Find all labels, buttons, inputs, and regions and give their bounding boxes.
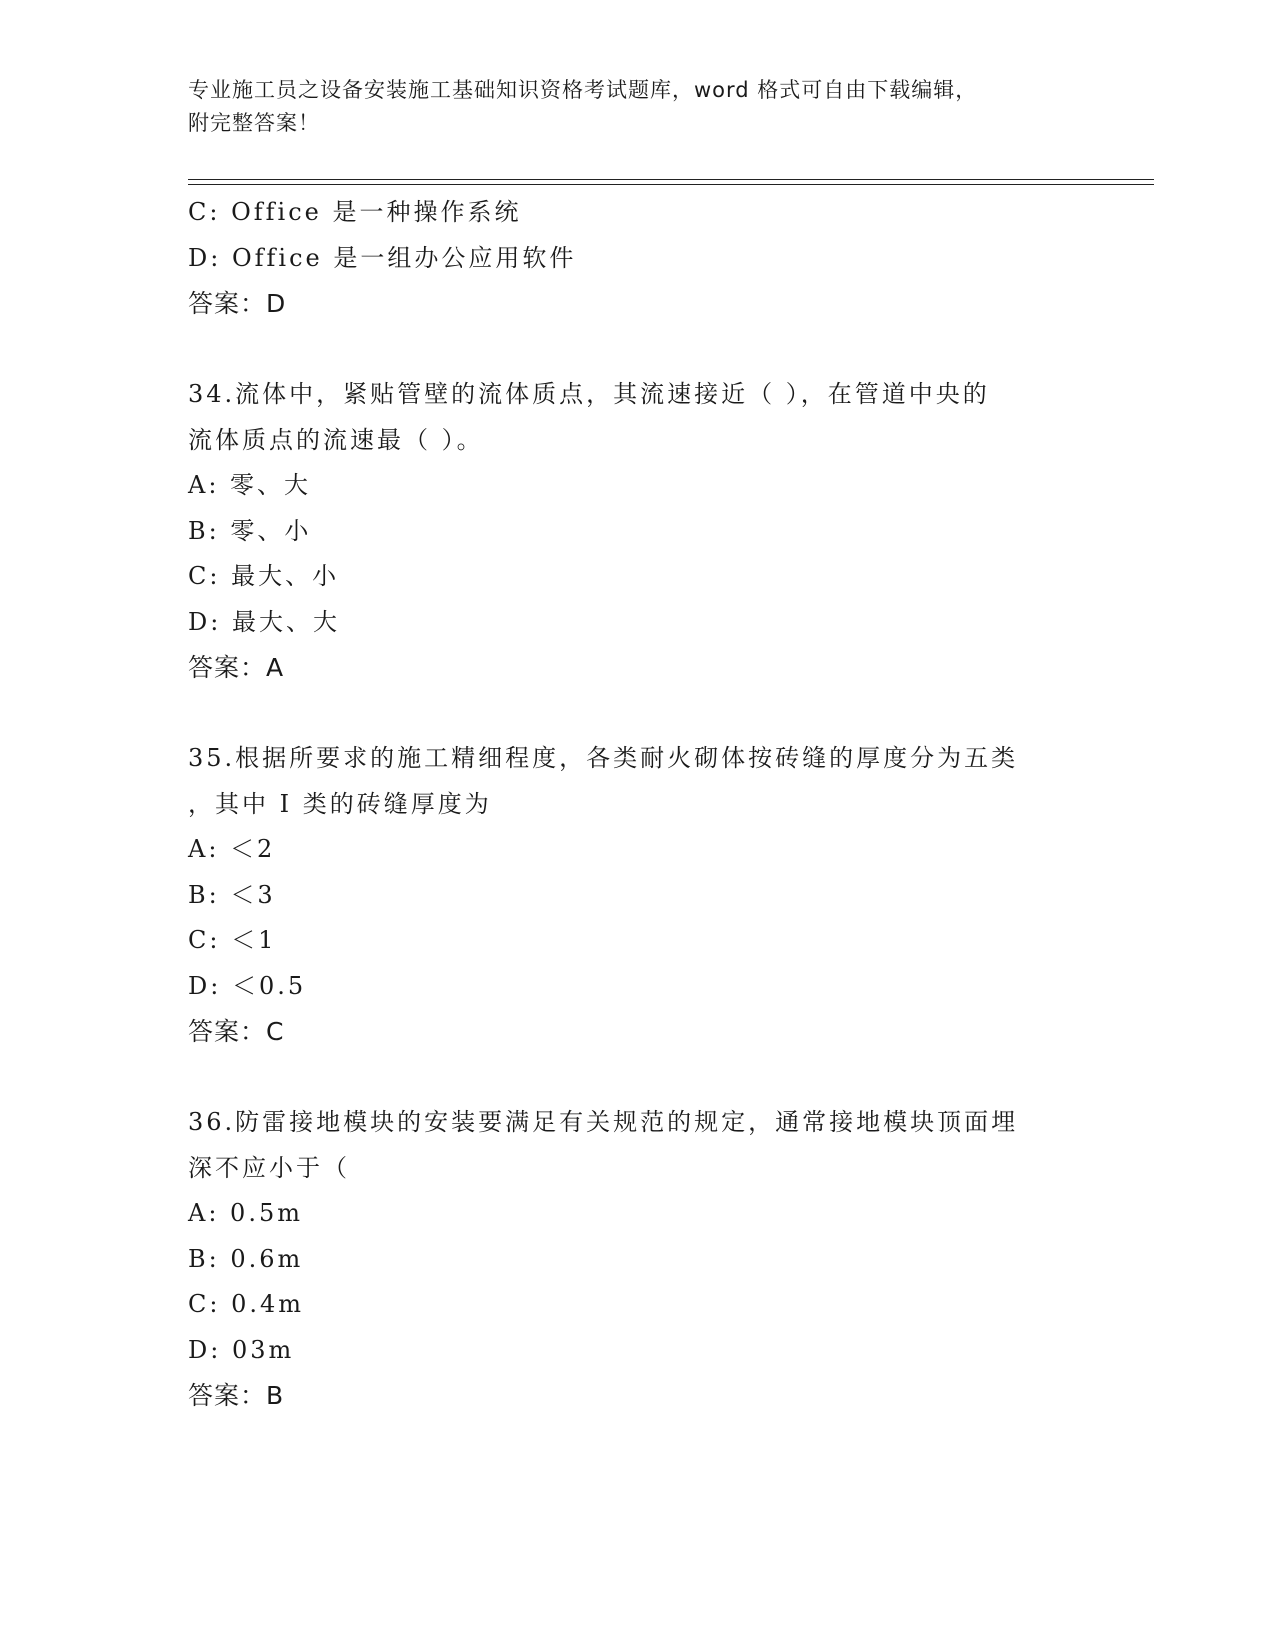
question-stem-line-2: 流体质点的流速最（ ）。	[188, 425, 484, 454]
option-d: D: ＜0.5	[188, 971, 307, 1000]
spacer	[188, 1055, 1088, 1101]
spacer	[188, 691, 1088, 737]
question-stem-line-1: 36.防雷接地模块的安装要满足有关规范的规定，通常接地模块顶面埋	[188, 1108, 1019, 1136]
question-block-36	[188, 1100, 1088, 1419]
header-divider-top	[188, 179, 1154, 180]
option-b: B: ＜3	[188, 880, 276, 909]
option-d: D: Office 是一组办公应用软件	[188, 243, 577, 272]
question-stem-line-2: ，其中 I 类的砖缝厚度为	[188, 789, 492, 818]
question-content	[188, 190, 1088, 1419]
option-c: C: 0.4m	[188, 1290, 305, 1318]
answer-line: 答案：A	[188, 653, 285, 682]
option-a: A: 0.5m	[188, 1199, 303, 1227]
option-d: D: 最大、大	[188, 607, 340, 636]
option-a: A: 零、大	[188, 471, 312, 499]
option-b: B: 零、小	[188, 516, 312, 545]
question-stem-line-2: 深不应小于（	[188, 1153, 350, 1182]
option-c: C: ＜1	[188, 926, 277, 954]
spacer	[188, 327, 1088, 373]
header-line-2: 附完整答案！	[188, 111, 320, 135]
option-c: C: Office 是一种操作系统	[188, 198, 522, 226]
answer-line: 答案：C	[188, 1017, 285, 1046]
question-block-35	[188, 736, 1088, 1055]
question-block-34	[188, 372, 1088, 691]
answer-line: 答案：B	[188, 1381, 285, 1410]
header-line-1: 专业施工员之设备安装施工基础知识资格考试题库，word 格式可自由下载编辑，	[188, 78, 978, 102]
header-divider-bottom	[188, 184, 1154, 185]
question-stem-line-1: 34.流体中，紧贴管壁的流体质点，其流速接近（ ），在管道中央的	[188, 380, 990, 408]
option-a: A: ＜2	[188, 835, 276, 863]
answer-line: 答案：D	[188, 289, 287, 318]
option-c: C: 最大、小	[188, 562, 340, 590]
document-header	[188, 74, 1088, 140]
question-stem-line-1: 35.根据所要求的施工精细程度，各类耐火砌体按砖缝的厚度分为五类	[188, 744, 1019, 772]
option-d: D: 03m	[188, 1335, 295, 1364]
option-b: B: 0.6m	[188, 1244, 304, 1273]
